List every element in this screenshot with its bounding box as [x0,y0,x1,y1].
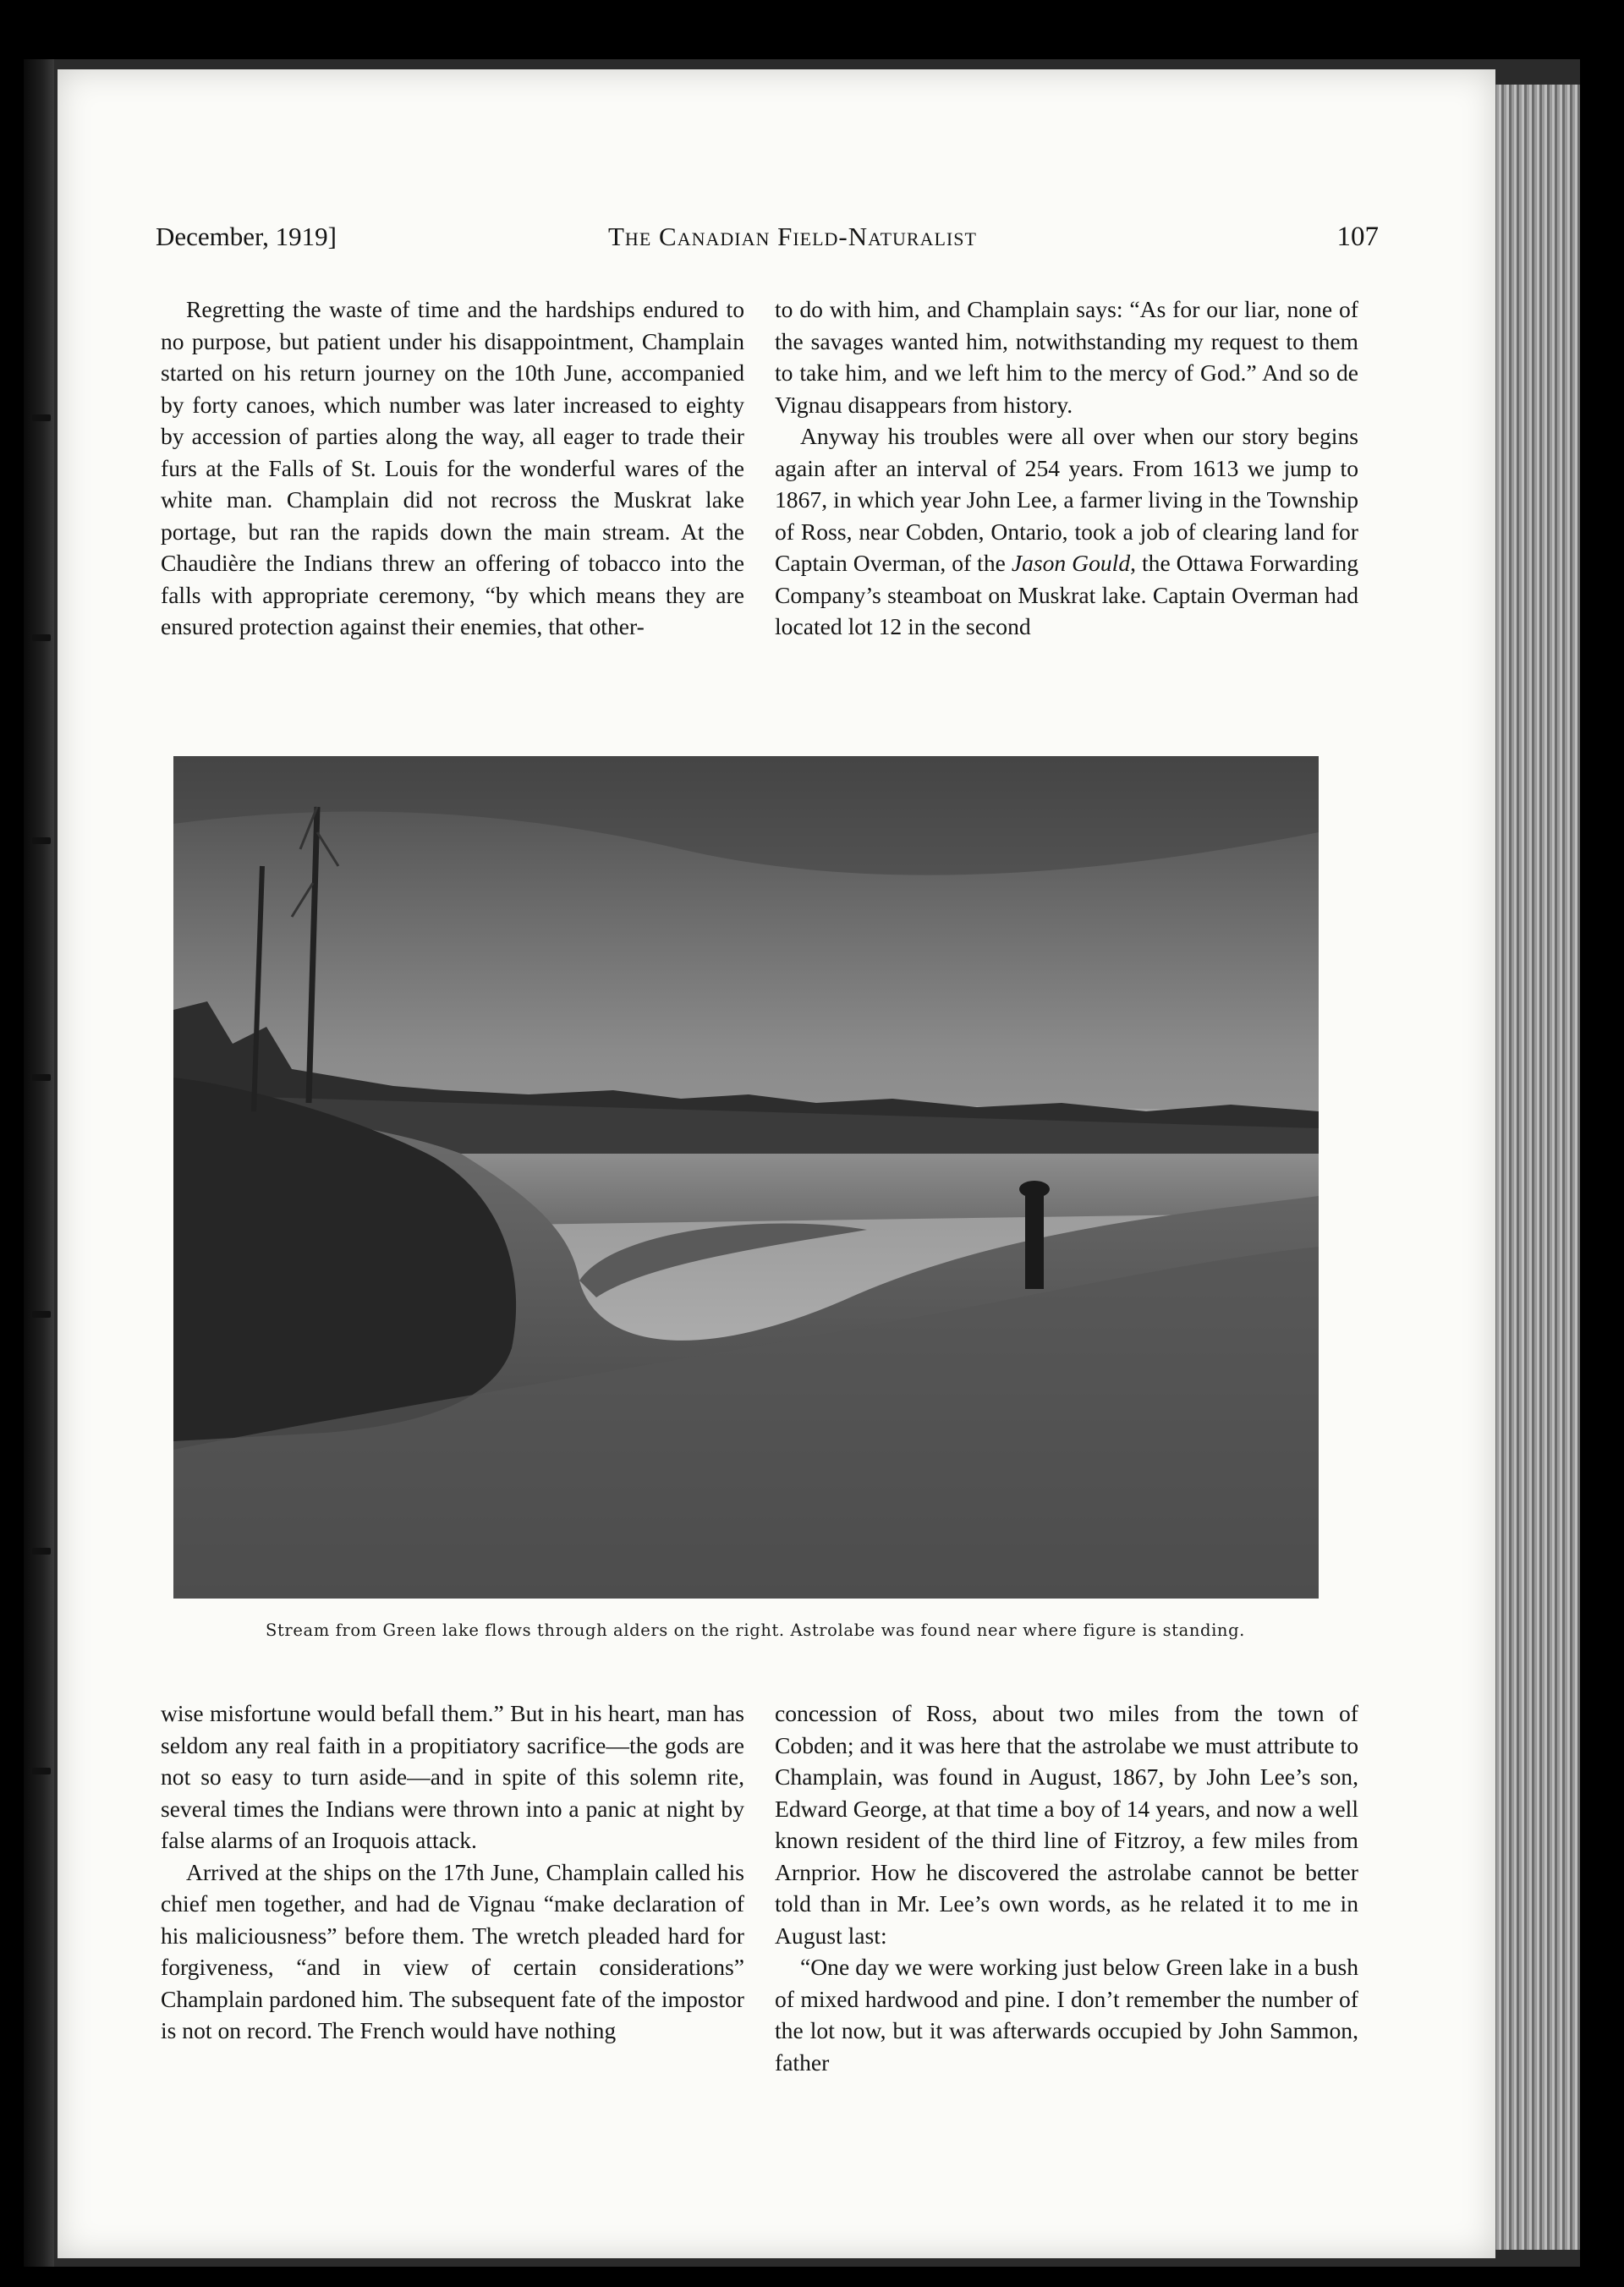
binding-stitch [32,1768,51,1774]
paragraph: “One day we were working just below Green lake in a bush of mixed hardwood and pine. I don’t remember the number of the lot now, but it was afterwards occupied by John Sammon, father [775,1954,1358,2076]
binding-stitch [32,414,51,421]
paragraph: Arrived at the ships on the 17th June, Champlain called his chief men together, and had de Vignau “make declaration of his maliciousness” before them. The wretch pleaded hard for forgiveness, “and in view of certain considerations” Champlain pardoned him. The subsequent fate of the impostor is not on record. The French would have nothing [161,1858,744,2043]
photo-caption: Stream from Green lake flows through alders on the right. Astrolabe was found near where figure is standing. [266,1621,1245,1640]
binding-stitch [32,1548,51,1555]
issue-date: December, 1919] [156,222,337,251]
paragraph [775,420,1358,643]
text-run: , the Ottawa Forwarding Company’s steamboat on Muskrat lake. Captain Overman had located lot 12 in the second [775,550,1358,639]
steamboat-name: Jason Gould [1011,550,1131,576]
paragraph: Regretting the waste of time and the hardships endured to no purpose, but patient under his disappointment, Champlain started on his return journey on the 10th June, accompanied by forty canoes, which number was later increased to eighty by accession of parties along the way, all eager to trade their furs at the Falls of St. Louis for the wonderful wares of the white man. Champlain did not recross the Muskrat lake portage, but ran the rapids down the main stream. At the Chaudière the Indians threw an offering of tobacco into the falls with appropriate ceremony, “by which means they are ensured protection against their enemies, that other- [161,296,744,639]
text-column-bottom-right [775,1697,1358,2078]
page-number: 107 [1336,222,1379,252]
running-header [156,222,1379,264]
paragraph: wise misfortune would befall them.” But in his heart, man has seldom any real faith in a propitiatory sacrifice—the gods are not so easy to turn aside—and in spite of this solemn rite, several times the Indians were thrown into a panic at night by false alarms of an Iroquois attack. [161,1700,744,1853]
text-column-top-right [775,293,1358,643]
book-spine [24,59,54,2267]
paragraph: concession of Ross, about two miles from the town of Cobden; and it was here that the astrolabe we must attribute to Champlain, was found in August, 1867, by John Lee’s son, Edward George, at that time a boy of 14 years, and now a well known resident of the third line of Fitzroy, a few miles from Arnprior. How he discovered the astrolabe cannot be better told than in Mr. Lee’s own words, as he related it to me in August last: [775,1700,1358,1949]
scanned-book-spread [24,59,1580,2267]
binding-stitch [32,837,51,844]
journal-page [58,69,1495,2258]
journal-title: The Canadian Field-Naturalist [608,222,977,251]
text-column-bottom-left [161,1697,744,2047]
text-column-top-left [161,293,744,643]
text-run: Anyway his troubles were all over when our story begins again after an interval of 254 years. From 1613 we jump to 1867, in which year John Lee, a farmer living in the Township of Ross, near Cobden, Ontario, took a job of clearing land for Captain Overman, of the [775,423,1358,576]
binding-stitch [32,1311,51,1318]
photo-illustration [173,756,1319,1599]
binding-stitch [32,1074,51,1081]
paragraph: to do with him, and Champlain says: “As for our liar, none of the savages wanted him, notwithstanding my request to them to take him, and we left him to the mercy of God.” And so de Vignau disappears from history. [775,296,1358,418]
landscape-photograph [173,756,1319,1599]
binding-stitch [32,634,51,641]
